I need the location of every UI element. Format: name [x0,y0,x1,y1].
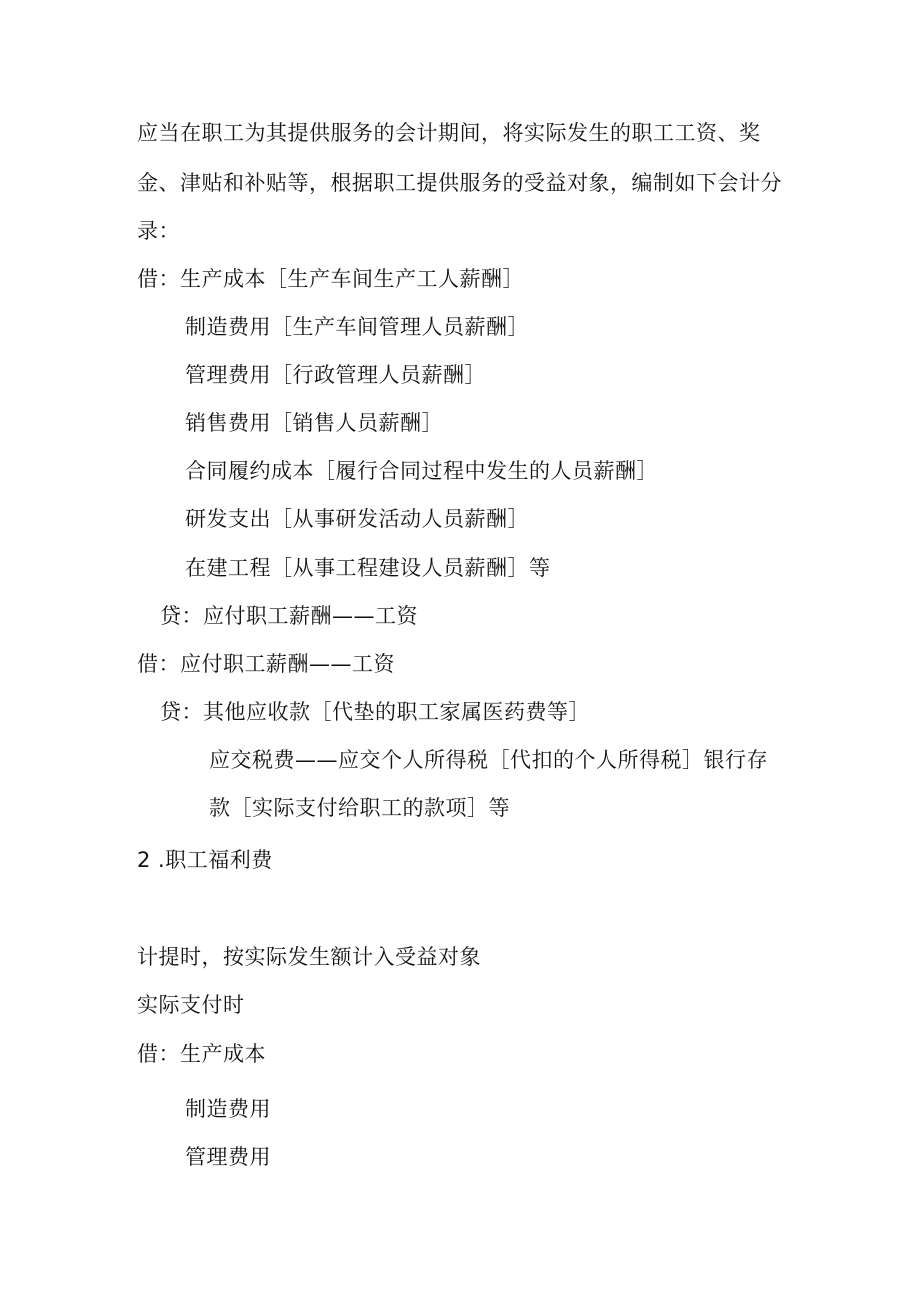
text-line: 制造费用 [185,1097,271,1121]
text-line: 在建工程［从事工程建设人员薪酬］等 [185,556,551,580]
text-line: 管理费用 [185,1145,271,1169]
text-line: 贷：其他应收款［代垫的职工家属医药费等］ [160,700,590,724]
text-line: 贷：应付职工薪酬——工资 [160,604,418,628]
text-line: 研发支出［从事研发活动人员薪酬］ [185,507,529,531]
text-line: 应当在职工为其提供服务的会计期间，将实际发生的职工工资、奖 [137,121,761,145]
text-line: 应交税费——应交个人所得税［代扣的个人所得税］银行存 [209,748,768,772]
text-line: 制造费用［生产车间管理人员薪酬］ [185,315,529,339]
text-line: 合同履约成本［履行合同过程中发生的人员薪酬］ [185,459,658,483]
text-line: 录： [137,219,180,243]
text-line: 借：应付职工薪酬——工资 [137,652,395,676]
text-line: 金、津贴和补贴等，根据职工提供服务的受益对象，编制如下会计分 [137,171,782,195]
text-line: 款［实际支付给职工的款项］等 [209,796,510,820]
text-line: 借：生产成本［生产车间生产工人薪酬］ [137,267,524,291]
text-line: 借：生产成本 [137,1042,266,1066]
text-line: 计提时，按实际发生额计入受益对象 [137,945,481,969]
section-heading: 2 .职工福利费 [137,848,273,872]
text-line: 实际支付时 [137,993,245,1017]
text-line: 销售费用［销售人员薪酬］ [185,411,443,435]
text-line: 管理费用［行政管理人员薪酬］ [185,363,486,387]
